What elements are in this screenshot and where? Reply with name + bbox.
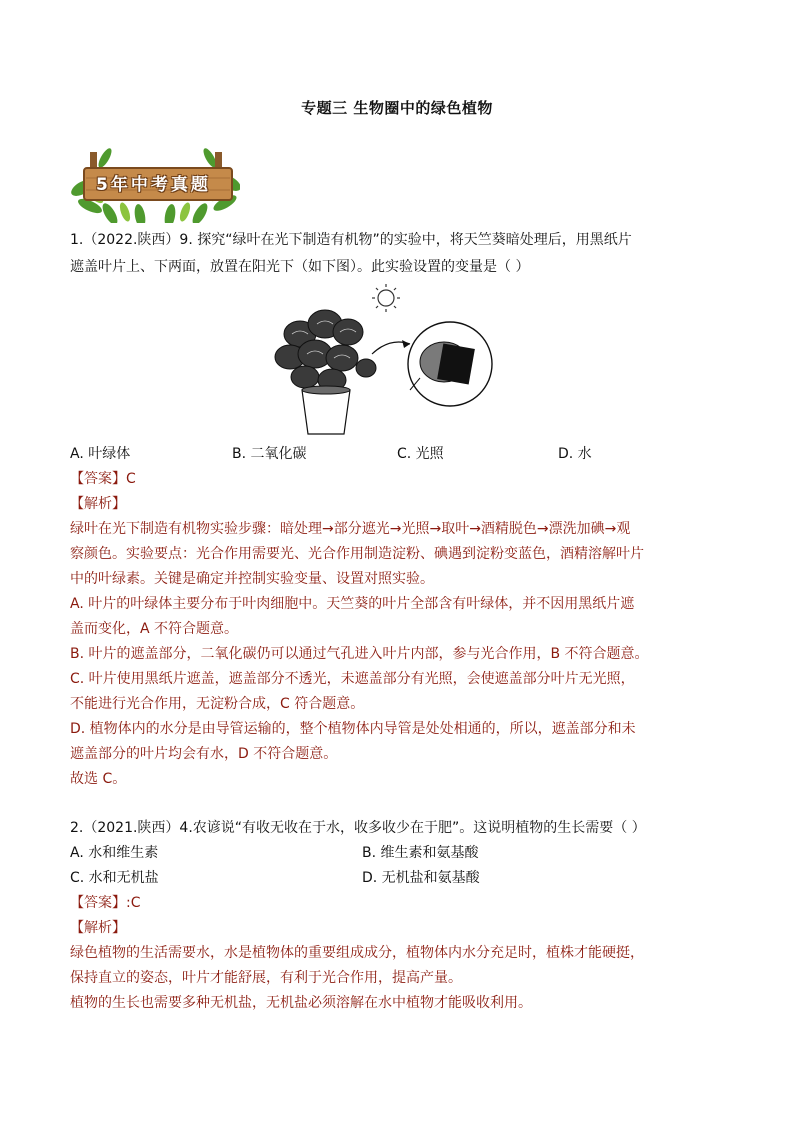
sun-icon	[372, 284, 400, 312]
q1-analysis-line: B. 叶片的遮盖部分，二氧化碳仍可以通过气孔进入叶片内部，参与光合作用，B 不符合题意。	[70, 646, 649, 662]
q2-option-c: C. 水和无机盐	[70, 870, 159, 886]
banner-text: 5年中考真题	[96, 175, 211, 195]
q2-option-d: D. 无机盐和氨基酸	[362, 870, 480, 886]
q2-analysis-label: 【解析】	[70, 920, 126, 936]
plant-experiment-figure	[270, 282, 500, 442]
q1-option-a: A. 叶绿体	[70, 446, 131, 462]
q2-option-a: A. 水和维生素	[70, 845, 159, 861]
q2-stem: 2.（2021.陕西）4.农谚说“有收无收在于水，收多收少在于肥”。这说明植物的生长需要（ ）	[70, 820, 646, 836]
q1-answer: 【答案】C	[70, 471, 136, 487]
q1-option-b: B. 二氧化碳	[232, 446, 307, 462]
q1-analysis-line: D. 植物体内的水分是由导管运输的，整个植物体内导管是处处相通的，所以，遮盖部分和未	[70, 721, 636, 737]
q2-analysis-line: 植物的生长也需要多种无机盐，无机盐必须溶解在水中植物才能吸收利用。	[70, 995, 532, 1011]
q1-analysis-line: 绿叶在光下制造有机物实验步骤：暗处理→部分遮光→光照→取叶→酒精脱色→漂洗加碘→观	[70, 521, 631, 537]
q1-analysis-line: 盖而变化，A 不符合题意。	[70, 621, 239, 637]
q1-analysis-line: 察颜色。实验要点：光合作用需要光、光合作用制造淀粉、碘遇到淀粉变蓝色，酒精溶解叶片	[70, 546, 644, 562]
q1-analysis-line: 故选 C。	[70, 771, 127, 787]
q2-option-b: B. 维生素和氨基酸	[362, 845, 479, 861]
q1-analysis-line: 中的叶绿素。关键是确定并控制实验变量、设置对照实验。	[70, 571, 434, 587]
q1-analysis-line: C. 叶片使用黑纸片遮盖，遮盖部分不透光，未遮盖部分有光照，会使遮盖部分叶片无光照，	[70, 671, 635, 687]
q2-answer: 【答案】:C	[70, 895, 141, 911]
q1-analysis-line: 遮盖部分的叶片均会有水，D 不符合题意。	[70, 746, 338, 762]
plant-icon	[275, 310, 376, 391]
q2-analysis-line: 保持直立的姿态，叶片才能舒展，有利于光合作用，提高产量。	[70, 970, 462, 986]
q1-analysis-label: 【解析】	[70, 496, 126, 512]
page-title: 专题三 生物圈中的绿色植物	[301, 99, 493, 117]
q2-analysis-line: 绿色植物的生活需要水，水是植物体的重要组成成分，植物体内水分充足时，植株才能硬挺，	[70, 945, 644, 961]
q1-option-c: C. 光照	[397, 446, 444, 462]
q1-analysis-line: A. 叶片的叶绿体主要分布于叶肉细胞中。天竺葵的叶片全部含有叶绿体，并不因用黑纸片遮	[70, 596, 635, 612]
q1-stem-line2: 遮盖叶片上、下两面，放置在阳光下（如下图）。此实验设置的变量是（ ）	[70, 259, 530, 275]
q1-option-d: D. 水	[558, 446, 592, 462]
q1-analysis-line: 不能进行光合作用，无淀粉合成，C 符合题意。	[70, 696, 365, 712]
q1-stem-line1: 1.（2022.陕西）9. 探究“绿叶在光下制造有机物”的实验中，将天竺葵暗处理后，用黑纸片	[70, 232, 632, 248]
